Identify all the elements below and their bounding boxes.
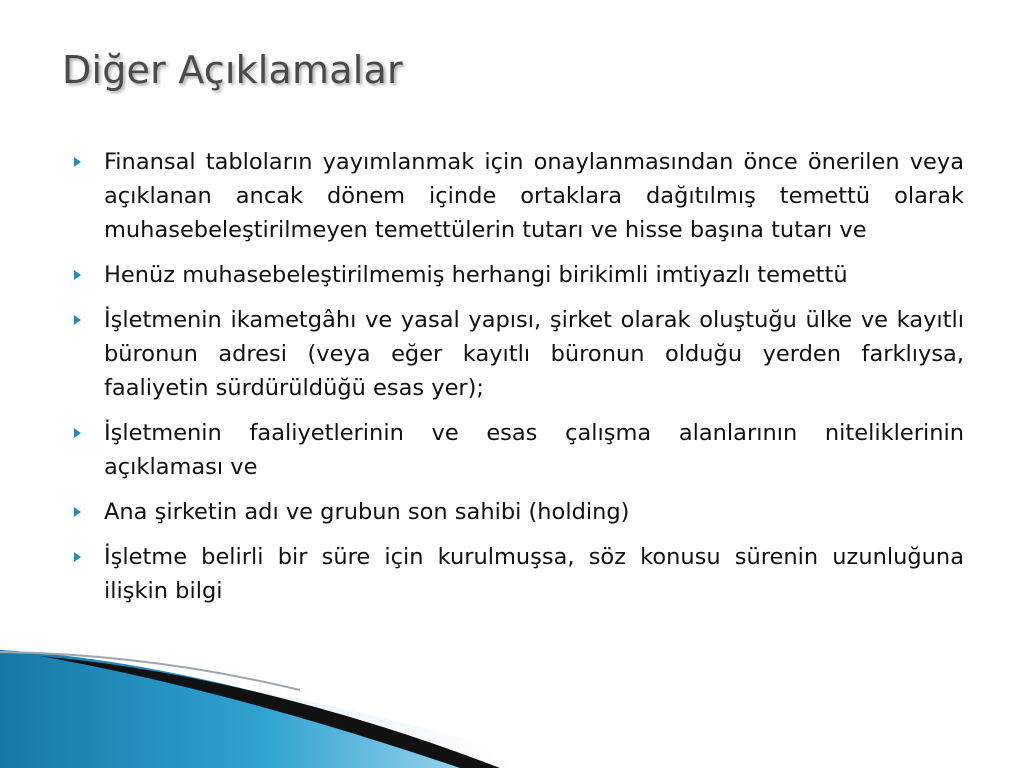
triangle-bullet-icon [74,428,81,438]
list-item [72,303,964,405]
list-item-text: Ana şirketin adı ve grubun son sahibi (holding) [104,499,630,525]
triangle-bullet-icon [74,270,81,280]
list-item [72,258,964,292]
wave-light-band [0,662,520,768]
bullet-list [72,145,964,619]
list-item-text: İşletmenin faaliyetlerinin ve esas çalışma alanlarının niteliklerinin açıklaması ve [104,420,964,480]
list-item-text: İşletme belirli bir süre için kurulmuşsa, söz konusu sürenin uzunluğuna ilişkin bilgi [104,544,964,604]
slide-title: Diğer Açıklamalar [62,48,403,92]
list-item [72,540,964,608]
list-item-text: Henüz muhasebeleştirilmemiş herhangi birikimli imtiyazlı temettü [104,262,848,288]
triangle-bullet-icon [74,315,81,325]
list-item [72,495,964,529]
list-item-text: Finansal tabloların yayımlanmak için onaylanmasından önce önerilen veya açıklanan ancak dönem içinde ortaklara dağıtılmış temettü olarak muhasebeleştirilmeyen temettülerin tutarı ve hisse başına tutarı ve [104,149,964,243]
wave-grey-line [0,652,300,690]
wave-dark-line [40,656,500,768]
list-item [72,416,964,484]
triangle-bullet-icon [74,552,81,562]
triangle-bullet-icon [74,507,81,517]
triangle-bullet-icon [74,157,81,167]
list-item [72,145,964,247]
wave-blue-band [0,650,480,768]
list-item-text: İşletmenin ikametgâhı ve yasal yapısı, şirket olarak oluştuğu ülke ve kayıtlı büronun adresi (veya eğer kayıtlı büronun olduğu yerden farklıysa, faaliyetin sürdürüldüğü esas yer); [104,307,964,401]
